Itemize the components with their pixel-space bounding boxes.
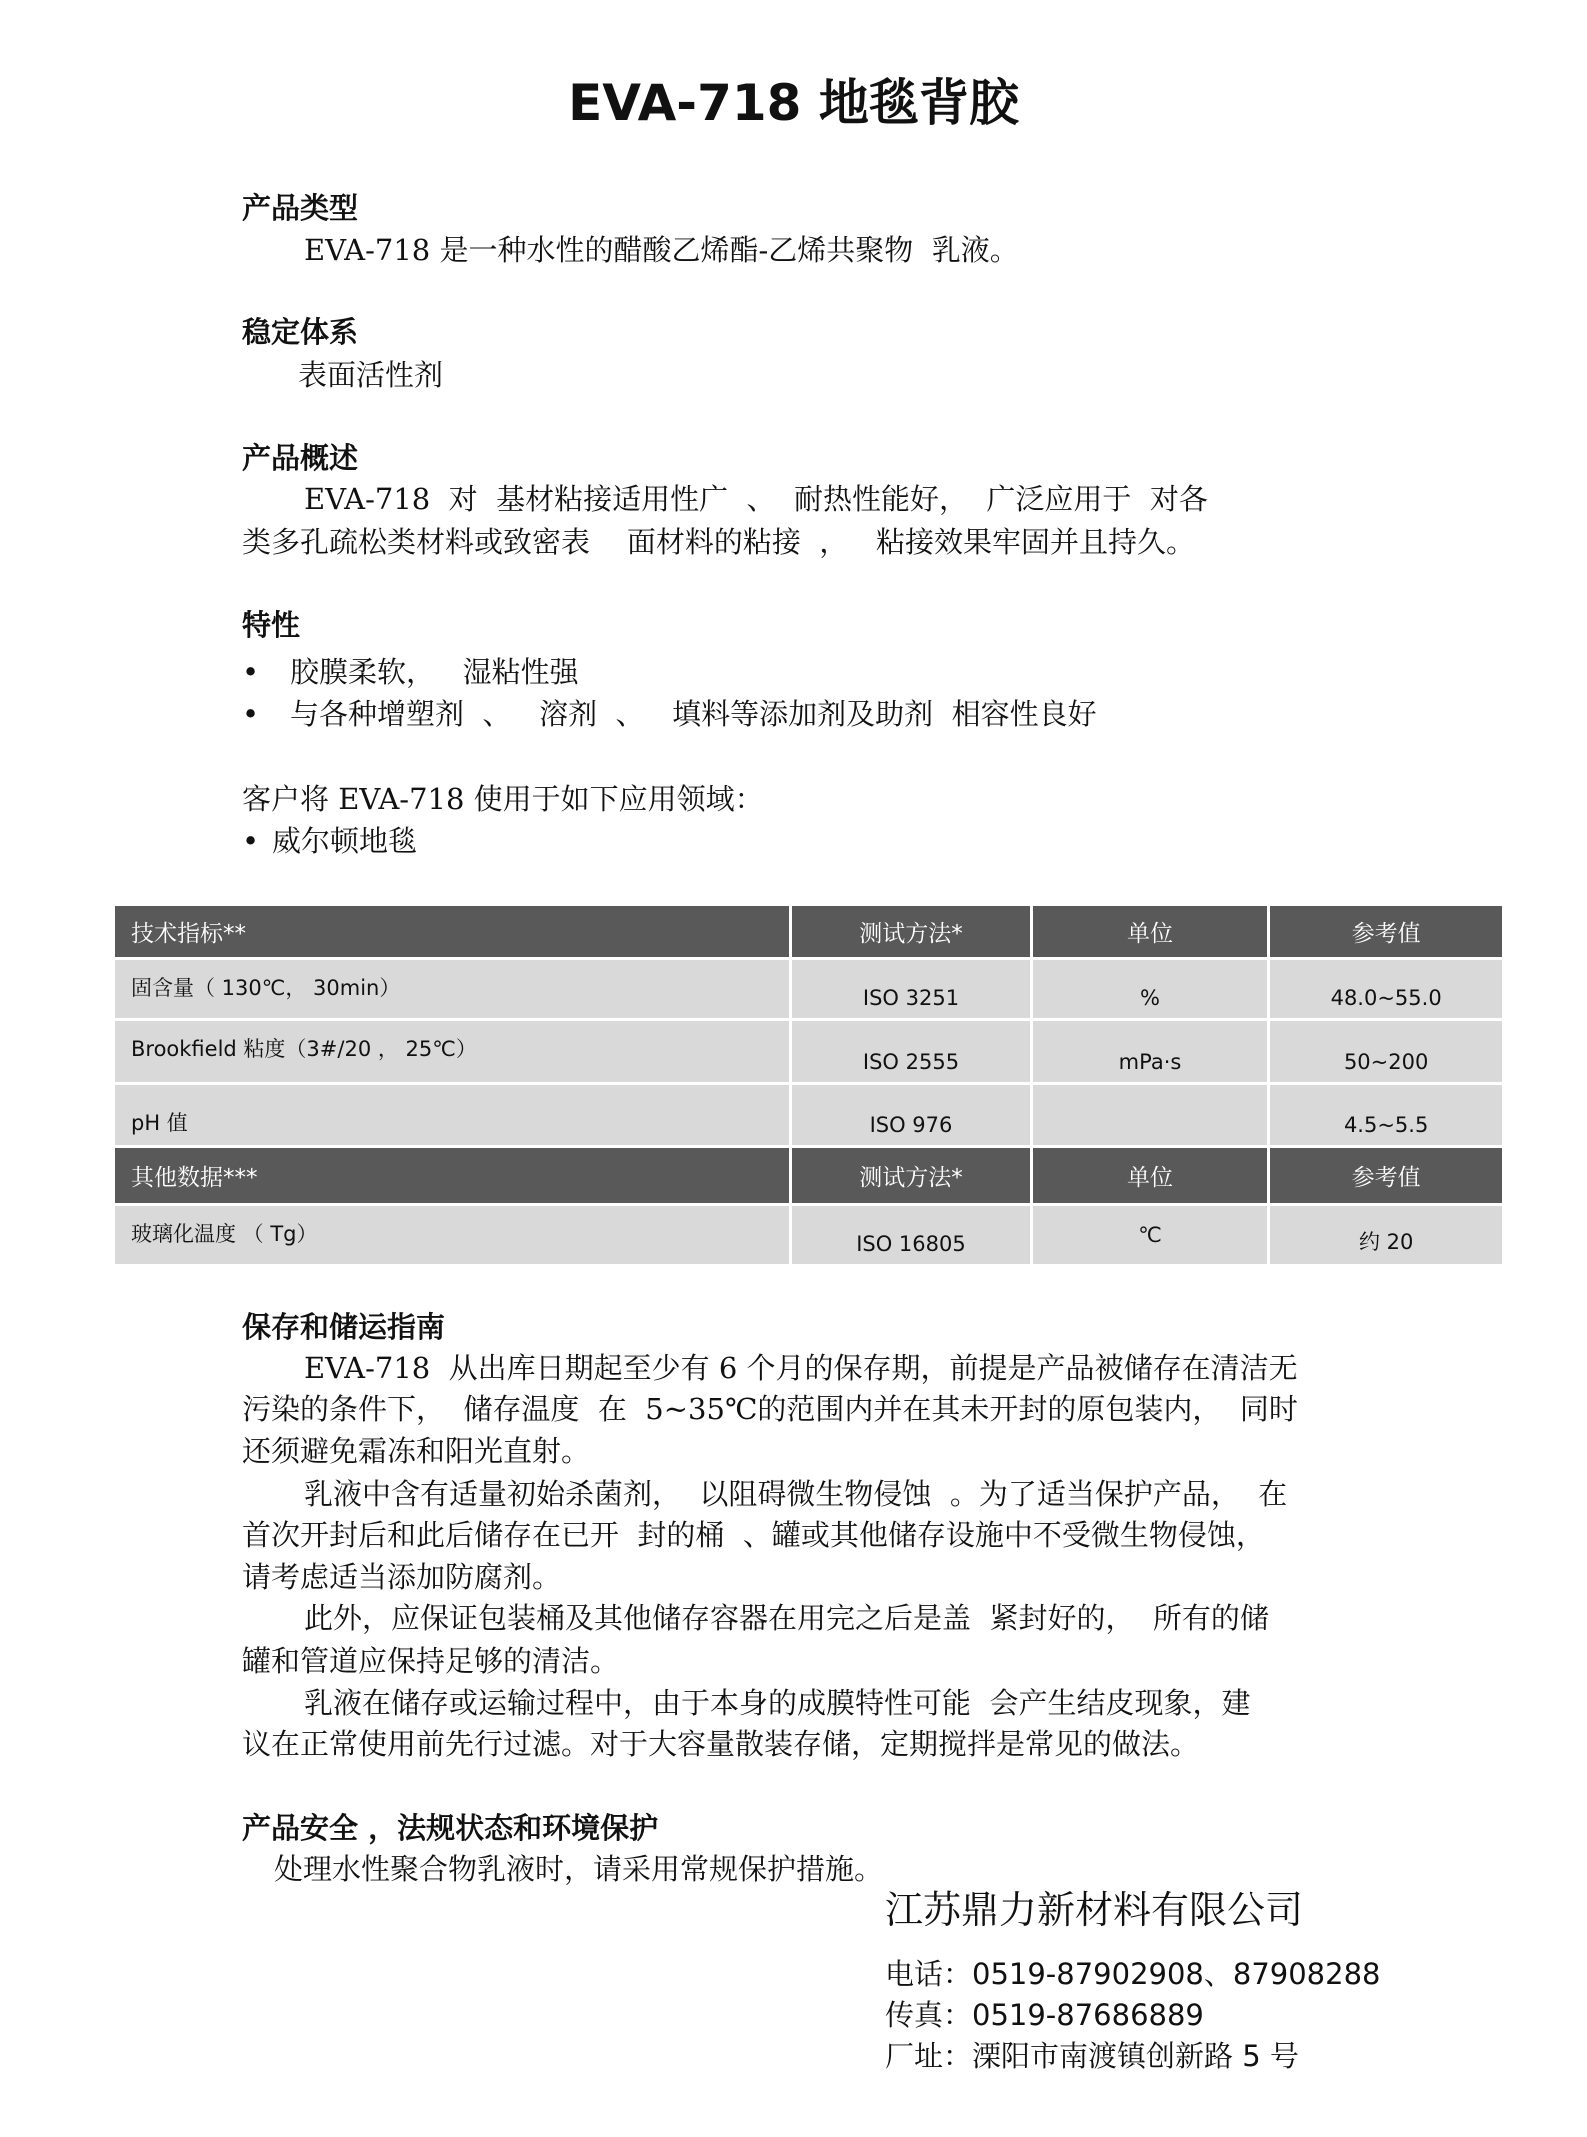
storage-line: 议在正常使用前先行过滤。对于大容量散装存储，定期搅拌是常见的做法。 xyxy=(242,1727,1200,1761)
table-row xyxy=(114,1020,1504,1084)
company-name: 江苏鼎力新材料有限公司 xyxy=(885,1888,1304,1932)
product-type-text: EVA-718 是一种水性的醋酸乙烯酯-乙烯共聚物 乳液。 xyxy=(304,233,1019,267)
table-cell: 4.5~5.5 xyxy=(1269,1084,1504,1147)
company-fax: 传真：0519-87686889 xyxy=(885,1998,1204,2032)
feature-item: 与各种增塑剂 、 溶剂 、 填料等添加剂及助剂 相容性良好 xyxy=(290,697,1097,731)
header-cell: 参考值 xyxy=(1269,905,1504,959)
table-cell: ISO 3251 xyxy=(791,959,1032,1020)
table-cell: ℃ xyxy=(1031,1205,1269,1266)
storage-line: 乳液中含有适量初始杀菌剂， 以阻碍微生物侵蚀 。为了适当保护产品， 在 xyxy=(304,1477,1288,1511)
header-cell: 单位 xyxy=(1031,905,1269,959)
storage-line: 乳液在储存或运输过程中，由于本身的成膜特性可能 会产生结皮现象，建 xyxy=(304,1686,1251,1720)
table-cell: % xyxy=(1031,959,1269,1020)
header-cell: 参考值 xyxy=(1269,1147,1504,1205)
applications-intro: 客户将 EVA-718 使用于如下应用领域： xyxy=(242,782,764,816)
storage-line: 请考虑适当添加防腐剂。 xyxy=(242,1560,562,1594)
table-cell: 50~200 xyxy=(1269,1020,1504,1084)
company-address: 厂址：溧阳市南渡镇创新路 5 号 xyxy=(885,2039,1299,2073)
bullet-icon: • xyxy=(242,697,260,731)
stabilization-heading: 稳定体系 xyxy=(242,315,359,349)
table-cell: 玻璃化温度 （ Tg） xyxy=(114,1205,791,1266)
bullet-icon: • xyxy=(242,655,260,689)
table-cell: ISO 16805 xyxy=(791,1205,1032,1266)
storage-line: EVA-718 从出库日期起至少有 6 个月的保存期，前提是产品被储存在清洁无 xyxy=(304,1351,1298,1385)
table-header-row xyxy=(114,905,1504,959)
storage-line: 罐和管道应保持足够的清洁。 xyxy=(242,1644,620,1678)
storage-line: 还须避免霜冻和阳光直射。 xyxy=(242,1434,591,1468)
overview-line: EVA-718 对 基材粘接适用性广 、 耐热性能好， 广泛应用于 对各 xyxy=(304,482,1208,516)
stabilization-text: 表面活性剂 xyxy=(298,358,444,392)
table-row xyxy=(114,1084,1504,1147)
table-cell: Brookfield 粘度（3#/20 ， 25℃） xyxy=(114,1020,791,1084)
storage-heading: 保存和储运指南 xyxy=(242,1310,446,1344)
header-cell: 测试方法* xyxy=(791,1147,1032,1205)
header-cell: 其他数据*** xyxy=(114,1147,791,1205)
safety-text: 处理水性聚合物乳液时，请采用常规保护措施。 xyxy=(274,1852,884,1886)
storage-line: 此外，应保证包装桶及其他储存容器在用完之后是盖 紧封好的， 所有的储 xyxy=(304,1601,1269,1635)
features-heading: 特性 xyxy=(242,608,301,642)
storage-line: 污染的条件下， 储存温度 在 5~35℃的范围内并在其未开封的原包装内， 同时 xyxy=(242,1392,1298,1426)
safety-heading: 产品安全 ，法规状态和环境保护 xyxy=(242,1811,659,1845)
header-cell: 测试方法* xyxy=(791,905,1032,959)
bullet-icon: • xyxy=(242,824,260,858)
specs-table xyxy=(112,903,1505,1267)
table-cell: ISO 976 xyxy=(791,1084,1032,1147)
product-type-heading: 产品类型 xyxy=(242,191,359,225)
overview-heading: 产品概述 xyxy=(242,441,359,475)
table-cell xyxy=(1031,1084,1269,1147)
header-cell: 技术指标** xyxy=(114,905,791,959)
document-title: EVA-718 地毯背胶 xyxy=(568,74,1019,132)
table-row xyxy=(114,1205,1504,1266)
header-cell: 单位 xyxy=(1031,1147,1269,1205)
table-cell: pH 值 xyxy=(114,1084,791,1147)
table-row xyxy=(114,959,1504,1020)
table-cell: mPa·s xyxy=(1031,1020,1269,1084)
table-cell: 约 20 xyxy=(1269,1205,1504,1266)
table-cell: 48.0~55.0 xyxy=(1269,959,1504,1020)
overview-line: 类多孔疏松类材料或致密表 面材料的粘接 ， 粘接效果牢固并且持久。 xyxy=(242,525,1195,559)
application-item: 威尔顿地毯 xyxy=(272,824,418,858)
storage-line: 首次开封后和此后储存在已开 封的桶 、罐或其他储存设施中不受微生物侵蚀， xyxy=(242,1518,1265,1552)
table-cell: 固含量（ 130℃， 30min） xyxy=(114,959,791,1020)
company-phone: 电话：0519-87902908、87908288 xyxy=(885,1957,1381,1991)
feature-item: 胶膜柔软， 湿粘性强 xyxy=(290,655,579,689)
table-header-row xyxy=(114,1147,1504,1205)
table-cell: ISO 2555 xyxy=(791,1020,1032,1084)
